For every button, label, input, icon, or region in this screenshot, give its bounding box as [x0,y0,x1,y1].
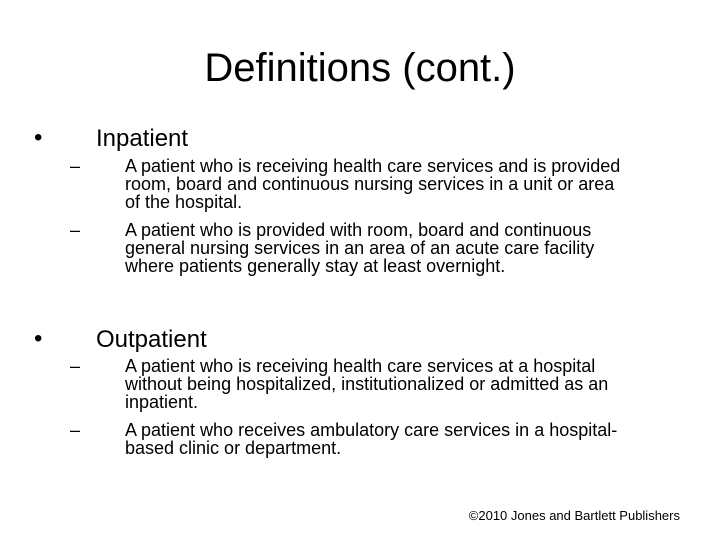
section-heading-outpatient: Outpatient [96,326,207,353]
bullet-marker: • [34,124,43,151]
dash-marker: – [70,356,81,376]
dash-marker: – [70,156,81,176]
definition-text: A patient who is provided with room, board and continuous general nursing services in an area of an acute care facility where patients generally stay at least overnight. [125,220,595,276]
copyright-footer: ©2010 Jones and Bartlett Publishers [468,508,680,523]
definition-text: A patient who is receiving health care services at a hospital without being hospitalized, institutionalized or admitted as an inpatient. [125,356,609,412]
bullet-marker: • [34,325,43,352]
definition-text: A patient who is receiving health care services and is provided room, board and continuous nursing services in a unit or area of the hospital. [125,156,621,212]
dash-marker: – [70,420,81,440]
slide-title: Definitions (cont.) [204,46,516,90]
dash-marker: – [70,220,81,240]
definition-text: A patient who receives ambulatory care services in a hospital- based clinic or department. [125,420,618,458]
section-heading-inpatient: Inpatient [96,125,189,152]
